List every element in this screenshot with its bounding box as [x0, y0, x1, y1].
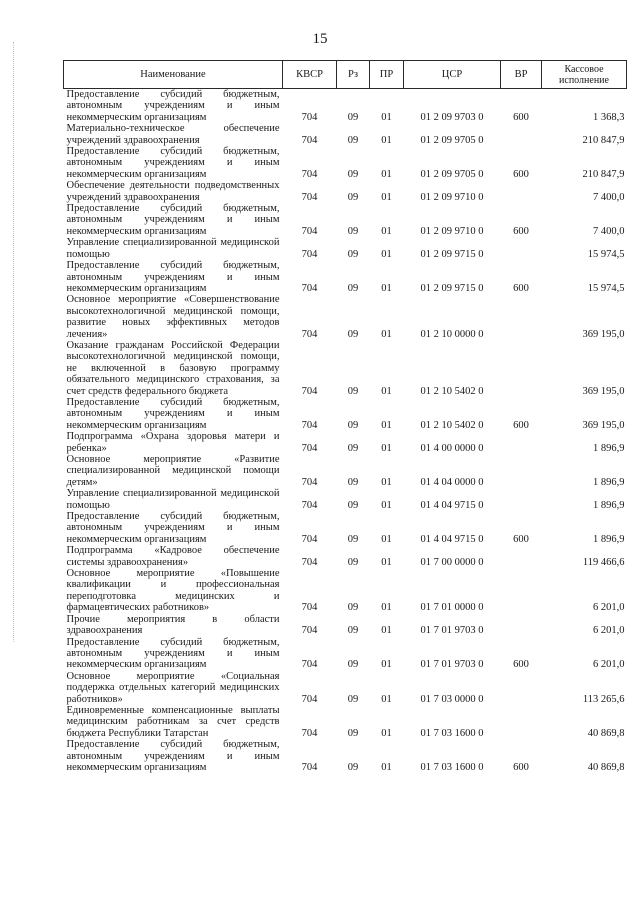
- cell-csr: 01 7 03 1600 0: [420, 761, 484, 773]
- table-row: [64, 203, 627, 237]
- table-row: [64, 146, 627, 180]
- cell-csr: 01 4 00 0000 0: [420, 442, 484, 454]
- header-rz: Рз: [337, 61, 370, 89]
- cell-rz: 09: [347, 476, 359, 488]
- cell-kvsr: 704: [301, 602, 318, 614]
- table-row: [64, 671, 627, 705]
- table-row: [64, 180, 627, 203]
- cell-vr: [501, 671, 542, 705]
- cell-rz: 09: [347, 282, 359, 294]
- header-name: Наименование: [64, 61, 283, 89]
- cell-name: Предоставление субсидий бюджетным, автономным учреждениям и иным некоммерческим организациям: [66, 203, 280, 237]
- cell-amount: 369 195,0: [582, 419, 625, 431]
- cell-vr: [501, 180, 542, 203]
- cell-rz: 09: [347, 419, 359, 431]
- cell-rz: 09: [347, 248, 359, 260]
- cell-amount: 369 195,0: [582, 385, 625, 397]
- cell-csr: 01 2 09 9703 0: [420, 111, 484, 123]
- cell-amount: 1 368,3: [593, 111, 625, 123]
- cell-kvsr: 704: [301, 248, 318, 260]
- cell-pr: 01: [381, 225, 392, 237]
- cell-csr: 01 7 01 0000 0: [420, 602, 484, 614]
- cell-amount: 6 201,0: [593, 602, 625, 614]
- cell-kvsr: 704: [301, 693, 318, 705]
- header-vr: ВР: [501, 61, 542, 89]
- table-row: [64, 614, 627, 637]
- cell-rz: 09: [347, 533, 359, 545]
- cell-rz: 09: [347, 168, 359, 180]
- cell-name: Предоставление субсидий бюджетным, автономным учреждениям и иным некоммерческим организациям: [66, 260, 280, 294]
- cell-kvsr: 704: [301, 442, 318, 454]
- cell-rz: 09: [347, 442, 359, 454]
- cell-name: Подпрограмма «Охрана здоровья матери и ребенка»: [66, 431, 280, 454]
- cell-csr: 01 7 03 0000 0: [420, 693, 484, 705]
- table-header: [64, 61, 627, 89]
- table-row: [64, 488, 627, 511]
- cell-csr: 01 2 09 9715 0: [420, 282, 484, 294]
- table-row: [64, 431, 627, 454]
- cell-rz: 09: [347, 602, 359, 614]
- cell-kvsr: 704: [301, 419, 318, 431]
- cell-pr: 01: [381, 385, 392, 397]
- table-row: [64, 294, 627, 340]
- cell-kvsr: 704: [301, 761, 318, 773]
- cell-kvsr: 704: [301, 282, 318, 294]
- cell-kvsr: 704: [301, 727, 318, 739]
- cell-amount: 369 195,0: [582, 328, 625, 340]
- cell-amount: 210 847,9: [582, 134, 625, 146]
- table-row: [64, 123, 627, 146]
- cell-csr: 01 4 04 0000 0: [420, 476, 484, 488]
- cell-vr: 600: [513, 533, 529, 545]
- cell-name: Предоставление субсидий бюджетным, автономным учреждениям и иным некоммерческим организациям: [66, 511, 280, 545]
- cell-kvsr: 704: [301, 111, 318, 123]
- cell-name: Прочие мероприятия в области здравоохранения: [66, 613, 280, 637]
- cell-csr: 01 2 10 5402 0: [420, 385, 484, 397]
- cell-kvsr: 704: [301, 385, 318, 397]
- table-row: [64, 511, 627, 545]
- cell-pr: 01: [381, 191, 392, 203]
- cell-pr: 01: [381, 556, 392, 568]
- cell-name: Основное мероприятие «Совершенствование высокотехнологичной медицинской помощи, развитие новых эффективных методов лечения»: [66, 294, 280, 340]
- header-pr: ПР: [370, 61, 404, 89]
- cell-rz: 09: [347, 625, 359, 637]
- cell-amount: 1 896,9: [593, 533, 625, 545]
- cell-amount: 119 466,6: [582, 556, 625, 568]
- cell-pr: 01: [381, 442, 392, 454]
- cell-csr: 01 4 04 9715 0: [420, 533, 484, 545]
- cell-name: Обеспечение деятельности подведомственных учреждений здравоохранения: [66, 180, 280, 203]
- cell-pr: 01: [381, 111, 392, 123]
- cell-pr: 01: [381, 659, 392, 671]
- cell-vr: 600: [513, 111, 529, 123]
- cell-name: Подпрограмма «Кадровое обеспечение системы здравоохранения»: [66, 545, 280, 568]
- cell-amount: 40 869,8: [587, 761, 625, 773]
- cell-csr: 01 2 09 9705 0: [420, 134, 484, 146]
- cell-rz: 09: [347, 727, 359, 739]
- cell-rz: 09: [347, 111, 359, 123]
- cell-kvsr: 704: [301, 191, 318, 203]
- cell-kvsr: 704: [301, 476, 318, 488]
- cell-pr: 01: [381, 761, 392, 773]
- cell-csr: 01 7 00 0000 0: [420, 556, 484, 568]
- cell-amount: 7 400,0: [593, 225, 625, 237]
- cell-pr: 01: [381, 693, 392, 705]
- table-row: [64, 454, 627, 488]
- cell-amount: 1 896,9: [593, 442, 625, 454]
- cell-kvsr: 704: [301, 168, 318, 180]
- cell-rz: 09: [347, 556, 359, 568]
- table-row: [64, 397, 627, 431]
- table-row: [64, 705, 627, 739]
- cell-amount: 15 974,5: [587, 282, 625, 294]
- cell-name: Предоставление субсидий бюджетным, автономным учреждениям и иным некоммерческим организациям: [66, 739, 280, 773]
- cell-pr: 01: [381, 602, 392, 614]
- cell-rz: 09: [347, 134, 359, 146]
- cell-name: Основное мероприятие «Развитие специализированной медицинской помощи детям»: [66, 454, 280, 488]
- cell-csr: 01 7 01 9703 0: [420, 659, 484, 671]
- cell-amount: 113 265,6: [582, 693, 625, 705]
- cell-csr: 01 2 10 0000 0: [420, 328, 484, 340]
- cell-name: Управление специализированной медицинской помощью: [66, 237, 280, 260]
- cell-kvsr: 704: [301, 499, 318, 511]
- cell-name: Предоставление субсидий бюджетным, автономным учреждениям и иным некоммерческим организациям: [66, 636, 280, 671]
- cell-kvsr: 704: [301, 625, 318, 637]
- cell-pr: 01: [381, 499, 392, 511]
- cell-pr: 01: [381, 282, 392, 294]
- cell-name: Предоставление субсидий бюджетным, автономным учреждениям и иным некоммерческим организациям: [66, 396, 280, 431]
- cell-amount: 40 869,8: [587, 727, 625, 739]
- cell-pr: 01: [381, 168, 392, 180]
- cell-amount: 210 847,9: [582, 168, 625, 180]
- cell-name: Оказание гражданам Российской Федерации высокотехнологичной медицинской помощи, не включенной в базовую программу обязательного медицинского страхования, за счет средств федерального бюджета: [66, 339, 280, 397]
- cell-amount: 7 400,0: [593, 191, 625, 203]
- cell-vr: 600: [513, 168, 529, 180]
- cell-rz: 09: [347, 191, 359, 203]
- cell-rz: 09: [347, 761, 359, 773]
- header-row: [64, 61, 627, 89]
- header-kvsr: КВСР: [283, 61, 337, 89]
- cell-amount: 1 896,9: [593, 499, 625, 511]
- table-row: [64, 568, 627, 614]
- cell-vr: [501, 705, 542, 739]
- cell-vr: 600: [513, 761, 529, 773]
- cell-rz: 09: [347, 499, 359, 511]
- cell-rz: 09: [347, 225, 359, 237]
- cell-vr: [501, 294, 542, 340]
- cell-rz: 09: [347, 385, 359, 397]
- cell-amount: 15 974,5: [587, 248, 625, 260]
- cell-kvsr: 704: [301, 556, 318, 568]
- page-number: 15: [312, 31, 328, 47]
- cell-name: Основное мероприятие «Повышение квалификации и профессиональная переподготовка медицинских и фармацевтических работников»: [66, 568, 280, 614]
- cell-name: Предоставление субсидий бюджетным, автономным учреждениям и иным некоммерческим организациям: [66, 89, 280, 123]
- cell-vr: 600: [513, 225, 529, 237]
- cell-vr: [501, 568, 542, 614]
- cell-kvsr: 704: [301, 659, 318, 671]
- cell-amount: 1 896,9: [593, 476, 625, 488]
- cell-vr: 600: [513, 282, 529, 294]
- cell-kvsr: 704: [301, 134, 318, 146]
- cell-name: Предоставление субсидий бюджетным, автономным учреждениям и иным некоммерческим организациям: [66, 146, 280, 180]
- cell-name: Основное мероприятие «Социальная поддержка отдельных категорий медицинских работников»: [66, 670, 280, 705]
- cell-csr: 01 4 04 9715 0: [420, 499, 484, 511]
- cell-pr: 01: [381, 328, 392, 340]
- margin-dotted-line: [13, 42, 14, 642]
- cell-csr: 01 2 09 9710 0: [420, 191, 484, 203]
- cell-vr: [501, 123, 542, 146]
- cell-kvsr: 704: [301, 225, 318, 237]
- cell-csr: 01 2 10 5402 0: [420, 419, 484, 431]
- cell-csr: 01 7 01 9703 0: [420, 625, 484, 637]
- cell-csr: 01 2 09 9710 0: [420, 225, 484, 237]
- cell-pr: 01: [381, 533, 392, 545]
- budget-table: [63, 60, 627, 773]
- cell-vr: 600: [513, 659, 529, 671]
- cell-pr: 01: [381, 727, 392, 739]
- header-csr: ЦСР: [404, 61, 501, 89]
- cell-kvsr: 704: [301, 328, 318, 340]
- table-row: [64, 237, 627, 260]
- cell-vr: [501, 237, 542, 260]
- cell-vr: [501, 431, 542, 454]
- cell-name: Материально-техническое обеспечение учреждений здравоохранения: [66, 123, 280, 146]
- cell-rz: 09: [347, 659, 359, 671]
- cell-pr: 01: [381, 625, 392, 637]
- cell-kvsr: 704: [301, 533, 318, 545]
- cell-pr: 01: [381, 476, 392, 488]
- table-body: [64, 89, 627, 774]
- cell-vr: [501, 545, 542, 568]
- cell-amount: 6 201,0: [593, 625, 625, 637]
- cell-pr: 01: [381, 134, 392, 146]
- cell-vr: [501, 454, 542, 488]
- cell-vr: 600: [513, 419, 529, 431]
- cell-amount: 6 201,0: [593, 659, 625, 671]
- cell-vr: [501, 340, 542, 397]
- table-row: [64, 637, 627, 671]
- cell-csr: 01 2 09 9705 0: [420, 168, 484, 180]
- table-row: [64, 739, 627, 773]
- cell-name: Управление специализированной медицинской помощью: [66, 488, 280, 511]
- cell-rz: 09: [347, 693, 359, 705]
- cell-rz: 09: [347, 328, 359, 340]
- table-row: [64, 260, 627, 294]
- table-row: [64, 545, 627, 568]
- table-row: [64, 340, 627, 397]
- cell-pr: 01: [381, 419, 392, 431]
- cell-pr: 01: [381, 248, 392, 260]
- table-row: [64, 89, 627, 124]
- cell-csr: 01 7 03 1600 0: [420, 727, 484, 739]
- cell-vr: [501, 614, 542, 637]
- header-cash-execution: Кассовое исполнение: [542, 61, 627, 89]
- cell-name: Единовременные компенсационные выплаты медицинским работникам за счет средств бюджета Республики Татарстан: [66, 704, 280, 739]
- cell-vr: [501, 488, 542, 511]
- cell-csr: 01 2 09 9715 0: [420, 248, 484, 260]
